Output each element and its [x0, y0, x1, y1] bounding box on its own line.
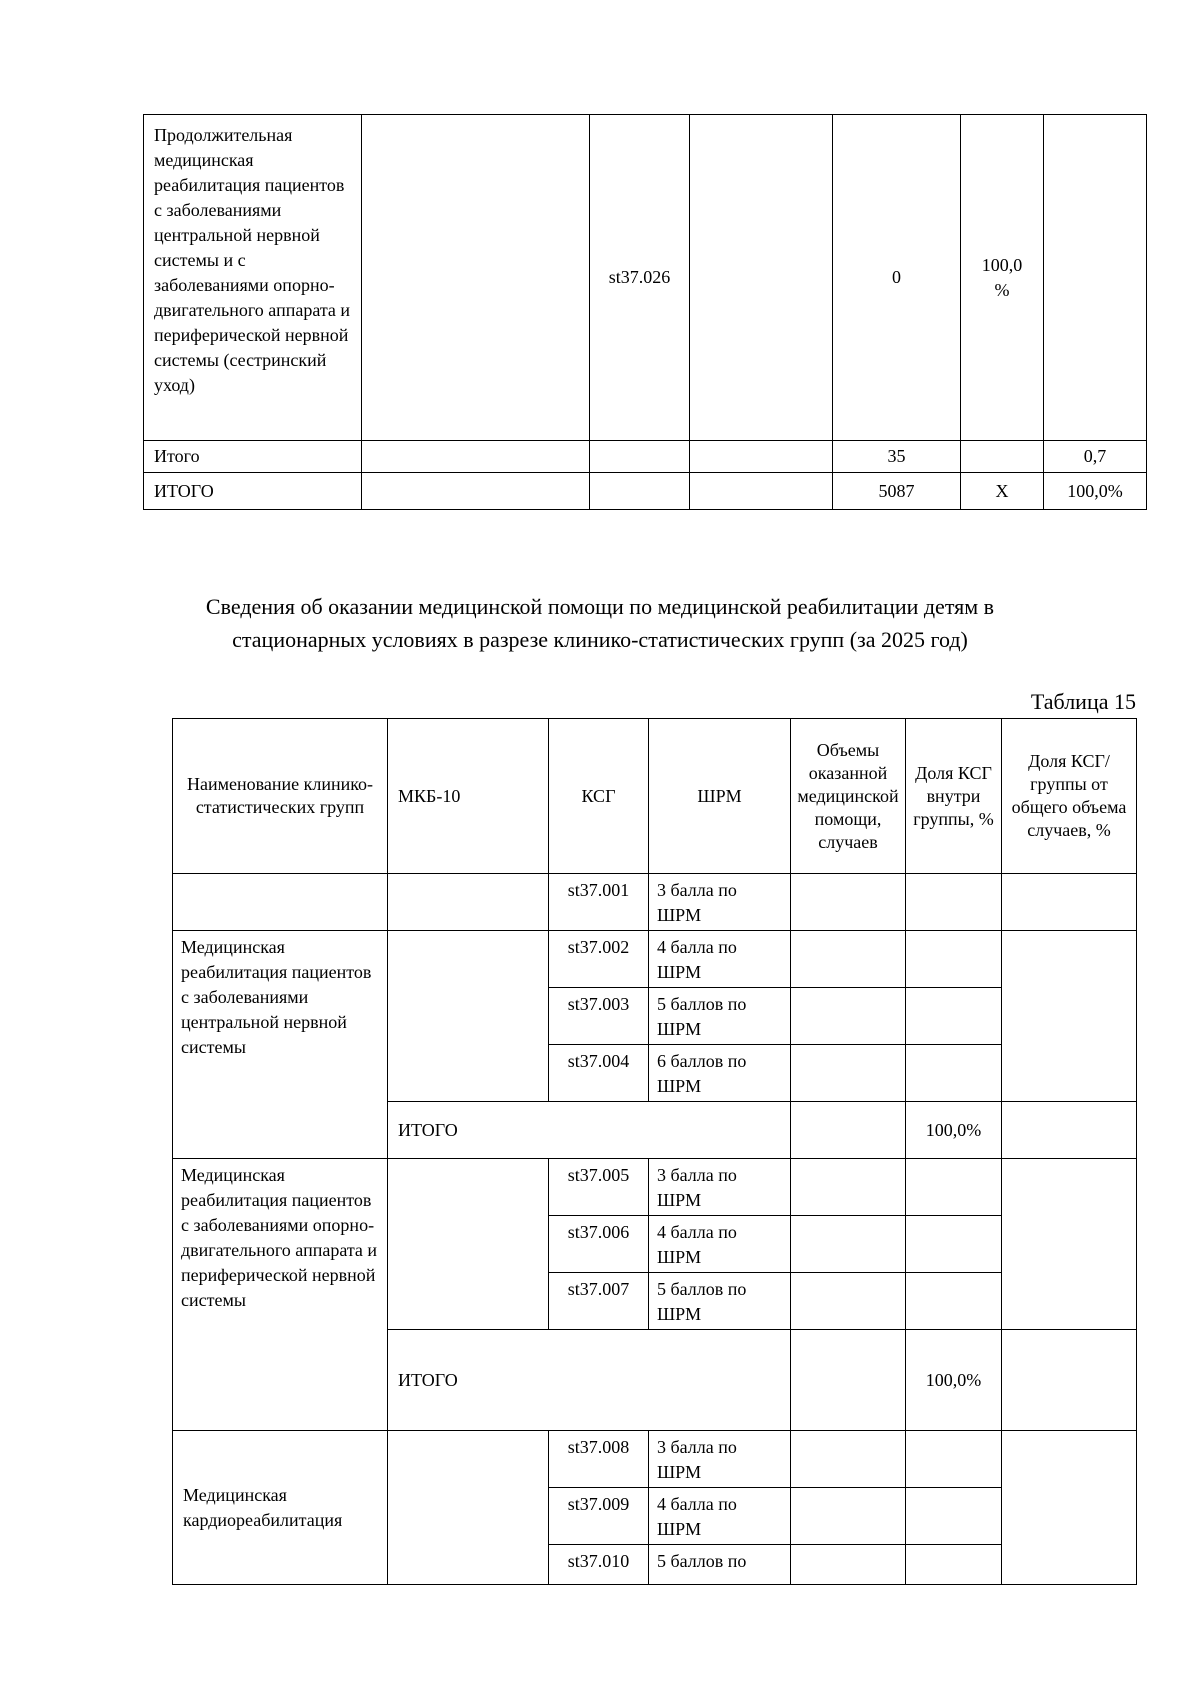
shrm-cell: 3 балла по ШРМ — [649, 1431, 791, 1488]
itogo-share: 100,0% — [906, 1330, 1002, 1431]
table-row — [173, 874, 1137, 931]
table-row — [173, 1159, 1137, 1216]
group-name-cell: Медицинская реабилитация пациентов с заболеваниями центральной нервной системы — [173, 931, 388, 1159]
group-name-cell: Медицинская реабилитация пациентов с заболеваниями опорно-двигательного аппарата и периферической нервной системы — [173, 1159, 388, 1431]
header-share-total: Доля КСГ/группы от общего объема случаев, % — [1002, 719, 1137, 874]
itogo-label: Итого — [144, 441, 362, 473]
shrm-cell: 3 балла по ШРМ — [649, 1159, 791, 1216]
header-mkb: МКБ-10 — [388, 719, 549, 874]
previous-table-continuation — [143, 114, 1147, 510]
ksg-cell: st37.008 — [549, 1431, 649, 1488]
ksg-cell: st37.002 — [549, 931, 649, 988]
ksg-cell: st37.001 — [549, 874, 649, 931]
total-share-total: 100,0% — [1044, 473, 1147, 510]
table-header-row — [173, 719, 1137, 874]
share-cell: 100,0 % — [961, 115, 1044, 441]
itogo-share-total: 0,7 — [1044, 441, 1147, 473]
shrm-cell: 3 балла по ШРМ — [649, 874, 791, 931]
itogo-volume: 35 — [833, 441, 961, 473]
ksg-cell: st37.009 — [549, 1488, 649, 1545]
table-row — [144, 115, 1147, 441]
shrm-cell: 4 балла по ШРМ — [649, 1488, 791, 1545]
section-title — [100, 590, 1100, 656]
ksg-cell: st37.003 — [549, 988, 649, 1045]
table-number-label: Таблица 15 — [1030, 689, 1136, 714]
section-title-line-1: Сведения об оказании медицинской помощи по медицинской реабилитации детям в — [205, 594, 995, 619]
itogo-label: ИТОГО — [388, 1102, 791, 1159]
ksg-cell: st37.006 — [549, 1216, 649, 1273]
total-label: ИТОГО — [144, 473, 362, 510]
shrm-cell: 5 баллов по ШРМ — [649, 1273, 791, 1330]
shrm-cell: 4 балла по ШРМ — [649, 1216, 791, 1273]
ksg-cell: st37.007 — [549, 1273, 649, 1330]
ksg-cell: st37.010 — [549, 1545, 649, 1585]
section-title-line-2: стационарных условиях в разрезе клинико-статистических групп (за 2025 год) — [232, 627, 968, 652]
itogo-share: 100,0% — [906, 1102, 1002, 1159]
itogo-label: ИТОГО — [388, 1330, 791, 1431]
header-share-in-group: Доля КСГ внутри группы, % — [906, 719, 1002, 874]
shrm-cell: 6 баллов по ШРМ — [649, 1045, 791, 1102]
table-row — [173, 931, 1137, 988]
total-share: Х — [961, 473, 1044, 510]
group-name-cell: Продолжительная медицинская реабилитация пациентов с заболеваниями центральной нервной системы и с заболеваниями опорно-двигательного аппарата и периферической нервной системы (сестринский уход) — [144, 115, 362, 441]
shrm-cell: 5 баллов по — [649, 1545, 791, 1585]
ksg-cell: st37.004 — [549, 1045, 649, 1102]
header-name: Наименование клинико-статистических групп — [173, 719, 388, 874]
group-name-cell: Медицинская кардиореабилитация — [173, 1431, 388, 1585]
table-row — [173, 1431, 1137, 1488]
total-volume: 5087 — [833, 473, 961, 510]
shrm-cell: 4 балла по ШРМ — [649, 931, 791, 988]
header-ksg: КСГ — [549, 719, 649, 874]
ksg-cell: st37.026 — [590, 115, 690, 441]
ksg-cell: st37.005 — [549, 1159, 649, 1216]
shrm-cell: 5 баллов по ШРМ — [649, 988, 791, 1045]
volume-cell: 0 — [833, 115, 961, 441]
header-shrm: ШРМ — [649, 719, 791, 874]
table-row-itogo — [144, 441, 1147, 473]
table-15 — [172, 718, 1137, 1585]
header-volume: Объемы оказанной медицинской помощи, случаев — [791, 719, 906, 874]
table-row-total — [144, 473, 1147, 510]
